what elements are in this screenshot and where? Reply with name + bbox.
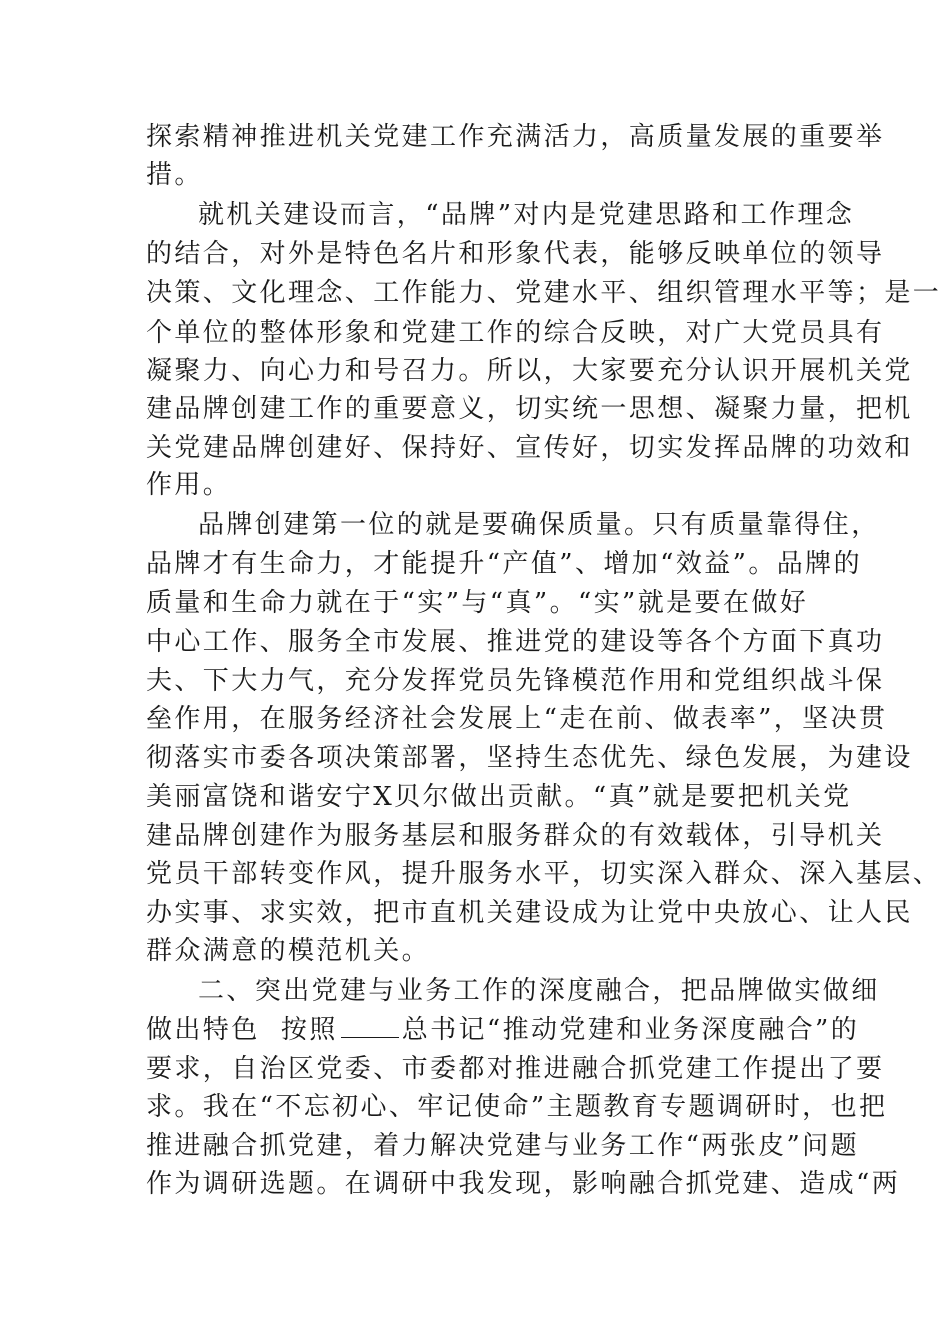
text-line: 美丽富饶和谐安宁X贝尔做出贡献。“真”就是要把机关党 xyxy=(146,782,852,812)
text-line: 推进融合抓党建，着力解决党建与业务工作“两张皮”问题 xyxy=(146,1131,859,1161)
text-line: 党员干部转变作风，提升服务水平，切实深入群众、深入基层、 xyxy=(146,859,942,889)
line-suffix: 总书记“推动党建和业务深度融合”的 xyxy=(401,1015,860,1045)
paragraph-start: 就机关建设而言，“品牌”对内是党建思路和工作理念 xyxy=(198,200,855,230)
text-line: 群众满意的模范机关。 xyxy=(146,936,431,966)
text-line: 的结合，对外是特色名片和形象代表，能够反映单位的领导 xyxy=(146,239,885,269)
text-line: 彻落实市委各项决策部署，坚持生态优先、绿色发展，为建设 xyxy=(146,743,913,773)
text-line: 垒作用，在服务经济社会发展上“走在前、做表率”，坚决贯 xyxy=(146,704,888,734)
text-line: 质量和生命力就在于“实”与“真”。“实”就是要在做好 xyxy=(146,588,809,618)
text-line: 作用。 xyxy=(146,470,232,500)
text-line xyxy=(146,1013,859,1047)
text-line: 建品牌创建作为服务基层和服务群众的有效载体，引导机关 xyxy=(146,821,885,851)
text-line: 品牌才有生命力，才能提升“产值”、增加“效益”。品牌的 xyxy=(146,549,862,579)
text-line: 建品牌创建工作的重要意义，切实统一思想、凝聚力量，把机 xyxy=(146,394,913,424)
text-line: 夫、下大力气，充分发挥党员先锋模范作用和党组织战斗保 xyxy=(146,666,885,696)
text-line: 办实事、求实效，把市直机关建设成为让党中央放心、让人民 xyxy=(146,898,913,928)
text-line: 探索精神推进机关党建工作充满活力，高质量发展的重要举 xyxy=(146,122,885,152)
text-line: 关党建品牌创建好、保持好、宣传好，切实发挥品牌的功效和 xyxy=(146,433,913,463)
text-line: 个单位的整体形象和党建工作的综合反映，对广大党员具有 xyxy=(146,318,885,348)
text-line: 决策、文化理念、工作能力、党建水平、组织管理水平等；是一 xyxy=(146,278,942,308)
text-line: 措。 xyxy=(146,160,203,190)
redacted-blank xyxy=(341,1013,399,1038)
text-line: 作为调研选题。在调研中我发现，影响融合抓党建、造成“两 xyxy=(146,1169,901,1199)
text-line: 求。我在“不忘初心、牢记使命”主题教育专题调研时，也把 xyxy=(146,1092,888,1122)
text-line: 要求，自治区党委、市委都对推进融合抓党建工作提出了要 xyxy=(146,1054,885,1084)
paragraph-start: 品牌创建第一位的就是要确保质量。只有质量靠得住， xyxy=(198,510,880,540)
text-line: 凝聚力、向心力和号召力。所以，大家要充分认识开展机关党 xyxy=(146,356,913,386)
text-line: 中心工作、服务全市发展、推进党的建设等各个方面下真功 xyxy=(146,627,885,657)
section-heading: 二、突出党建与业务工作的深度融合，把品牌做实做细 xyxy=(198,976,880,1006)
line-prefix: 做出特色 按照 xyxy=(146,1015,338,1045)
